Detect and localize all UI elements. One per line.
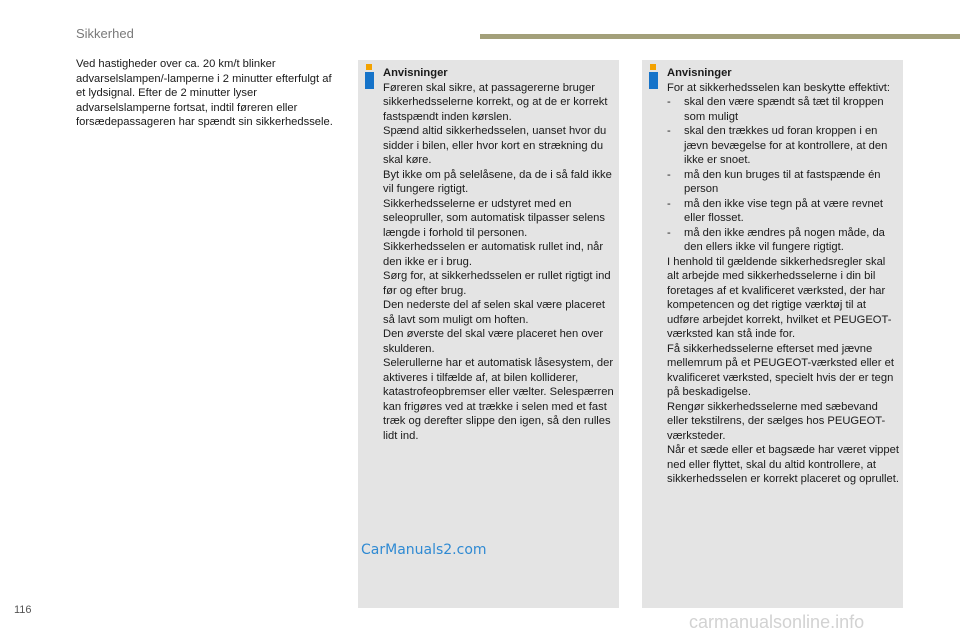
note-paragraph: Føreren skal sikre, at passagererne bruger sikkerhedsselerne korrekt, og at de er korrekt fastspændt inden kørslen. <box>383 81 608 123</box>
bullet-marker: - <box>667 168 671 181</box>
info-icon <box>649 64 658 89</box>
note-paragraph: Sikkerhedsselen er automatisk rullet ind, når den ikke er i brug. <box>383 241 604 268</box>
bullet-text: skal den være spændt så tæt til kroppen som muligt <box>684 96 884 123</box>
bullet-list <box>667 95 899 255</box>
bullet-item <box>667 168 899 197</box>
bullet-marker: - <box>667 226 671 239</box>
bullet-item <box>667 95 899 124</box>
bullet-marker: - <box>667 197 671 210</box>
intro-paragraph: Ved hastigheder over ca. 20 km/t blinker advarselslampen/-lamperne i 2 minutter efterfulgt af et lydsignal. Efter de 2 minutter lyser advarselslamperne fortsat, indtil føreren eller forsædepassageren har spændt sin sikkerhedssele. <box>76 58 333 128</box>
bullet-text: må den ikke ændres på nogen måde, da den ellers ikke vil fungere rigtigt. <box>684 226 885 253</box>
bullet-marker: - <box>667 125 671 137</box>
note-paragraph: Sørg for, at sikkerhedsselen er rullet rigtigt ind før og efter brug. <box>383 270 611 297</box>
bullet-text: må den kun bruges til at fastspænde én person <box>684 168 881 195</box>
bullet-item <box>667 124 899 168</box>
bullet-text: må den ikke vise tegn på at være revnet eller flosset. <box>684 197 883 224</box>
note-box-instructions <box>358 60 619 608</box>
note-paragraph: Byt ikke om på selelåsene, da de i så fald ikke vil fungere rigtigt. <box>383 168 612 195</box>
note-paragraph: Rengør sikkerhedsselerne med sæbevand eller tekstilrens, der sælges hos PEUGEOT-værksteder. <box>667 400 886 442</box>
bullet-marker: - <box>667 96 671 108</box>
page-number: 116 <box>14 604 32 616</box>
section-rule <box>480 34 960 39</box>
bullet-text: skal den trækkes ud foran kroppen i en jævn bevægelse for at kontrollere, at den ikke er snoet. <box>684 125 888 166</box>
note-paragraph: Spænd altid sikkerhedsselen, uanset hvor du sidder i bilen, eller hvor kort en strækning du skal køre. <box>383 125 607 166</box>
note-text <box>383 66 615 443</box>
note-paragraph: Den øverste del skal være placeret hen over skulderen. <box>383 328 604 355</box>
site-watermark: carmanualsonline.info <box>689 612 865 632</box>
note-paragraph: Selerullerne har et automatisk låsesystem, der aktiveres i tilfælde af, at bilen kolliderer, katastrofeopbremser eller vælter. Selespærren kan frigøres ved at trække i selen med et fast træk og derefter slippe den igen, så den rulles lidt ind. <box>383 357 614 442</box>
bullet-item <box>667 226 899 255</box>
note-paragraph: Når et sæde eller et bagsæde har været vippet ned eller flyttet, skal du altid kontrollere, at sikkerhedsselen er korrekt placeret og oprullet. <box>667 444 899 485</box>
note-paragraph: Sikkerhedsselerne er udstyret med en seleopruller, som automatisk tilpasser selens længde i forhold til personen. <box>383 197 605 239</box>
section-title: Sikkerhed <box>76 26 134 41</box>
note-paragraph: Få sikkerhedsselerne efterset med jævne mellemrum på et PEUGEOT-værksted eller et kvalificeret værksted, specielt hvis der er tegn på beskadigelse. <box>667 342 894 398</box>
note-box-effective-protection <box>642 60 903 608</box>
note-intro: For at sikkerhedsselen kan beskytte effektivt: <box>667 81 891 94</box>
info-icon <box>365 64 374 89</box>
note-text <box>667 66 899 487</box>
note-paragraph: I henhold til gældende sikkerhedsregler skal alt arbejde med sikkerhedsselerne i din bil foretages af et kvalificeret værksted, der har kompetencen og det rigtige værktøj til at udføre arbejdet korrekt, hvilket et PEUGEOT-værksted kan stå inde for. <box>667 255 892 340</box>
watermark-link[interactable]: CarManuals2.com <box>361 542 487 558</box>
bullet-item <box>667 197 899 226</box>
note-paragraph: Den nederste del af selen skal være placeret så lavt som muligt om hoften. <box>383 299 606 326</box>
note-heading: Anvisninger <box>667 67 732 79</box>
note-heading: Anvisninger <box>383 67 448 79</box>
